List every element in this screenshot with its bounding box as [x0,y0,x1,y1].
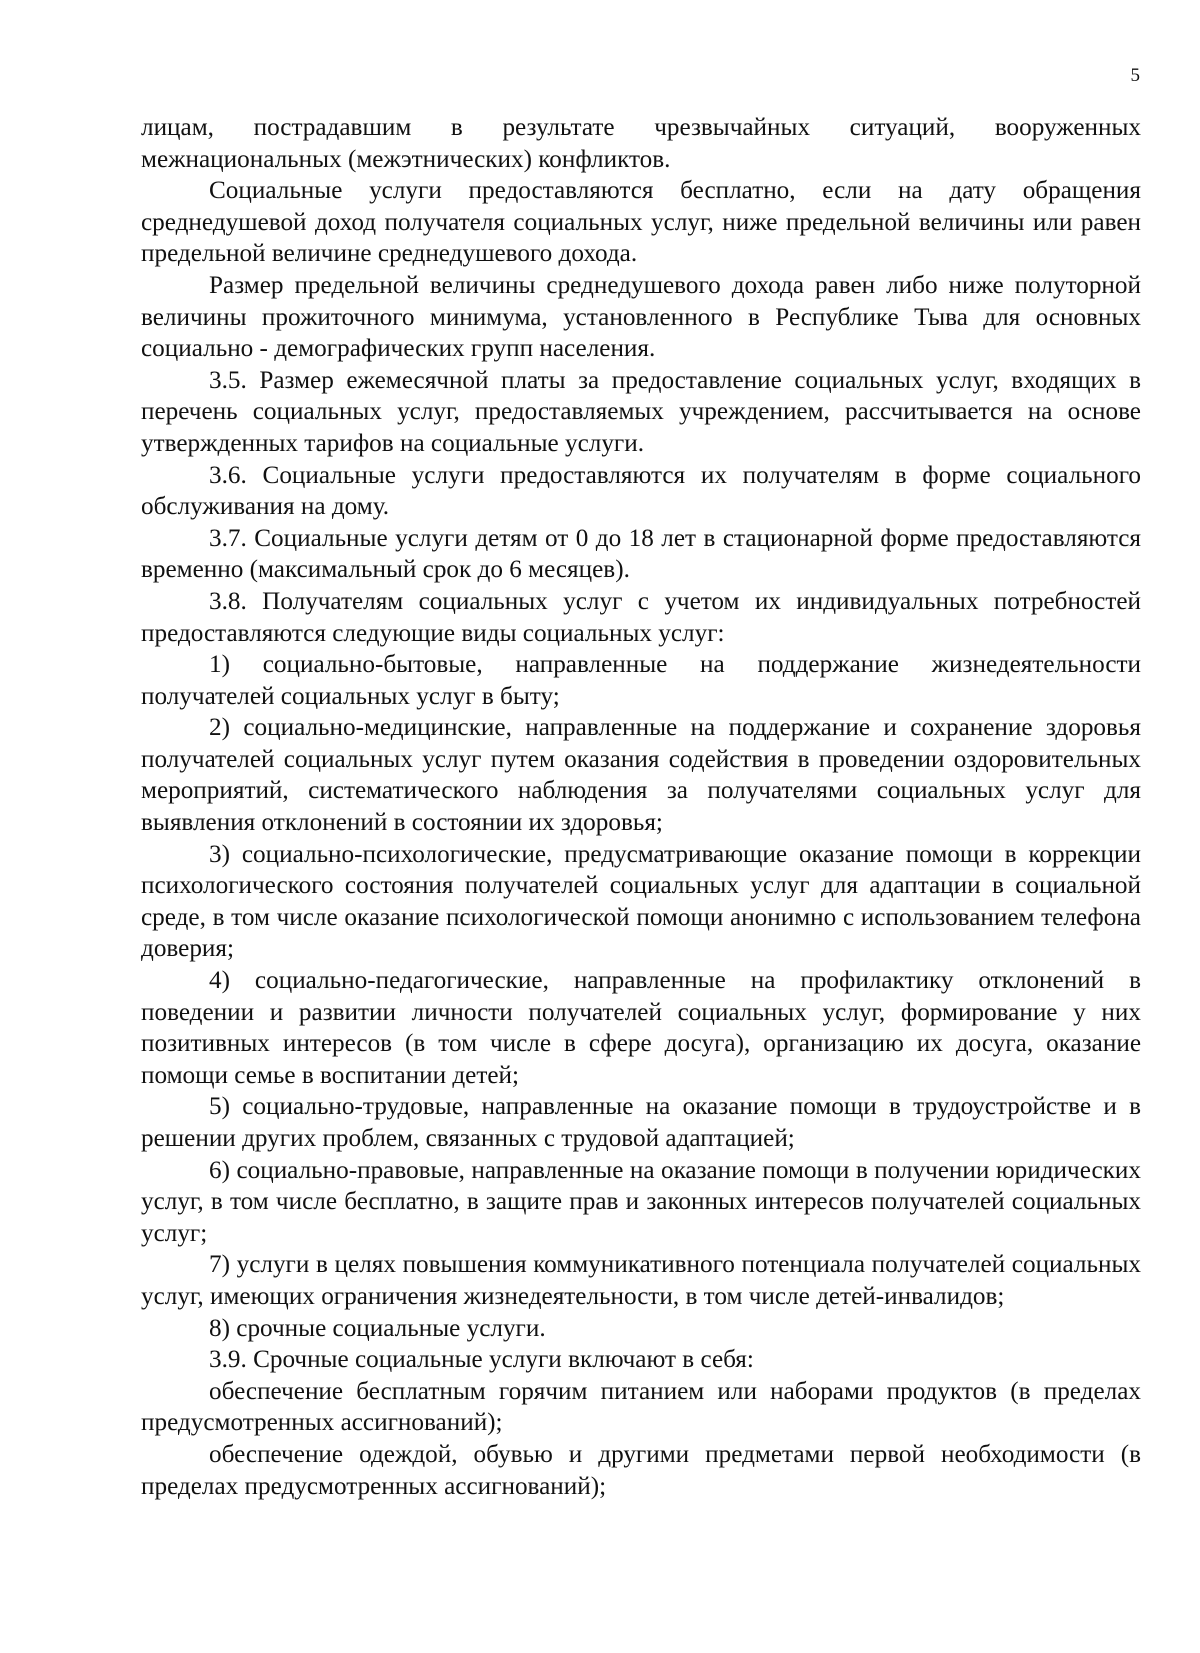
urgent-service-food: обеспечение бесплатным горячим питанием или наборами продуктов (в пределах предусмотренных ассигнований); [141,1377,1141,1437]
list-item-3: 3) социально-психологические, предусматривающие оказание помощи в коррекции психологического состояния получателей социальных услуг для адаптации в социальной среде, в том числе оказание психологической помощи анонимно с использованием телефона доверия; [141,840,1141,963]
clause-3-5: 3.5. Размер ежемесячной платы за предоставление социальных услуг, входящих в перечень социальных услуг, предоставляемых учреждением, рассчитывается на основе утвержденных тарифов на социальные услуги. [141,366,1141,457]
page-number: 5 [1130,65,1140,86]
paragraph-continuation: лицам, пострадавшим в результате чрезвычайных ситуаций, вооруженных межнациональных (межэтнических) конфликтов. [141,114,1141,173]
document-body [141,112,1141,1502]
list-item-7: 7) услуги в целях повышения коммуникативного потенциала получателей социальных услуг, имеющих ограничения жизнедеятельности, в том числе детей-инвалидов; [141,1251,1141,1310]
paragraph-income-limit: Размер предельной величины среднедушевого дохода равен либо ниже полуторной величины прожиточного минимума, установленного в Республике Тыва для основных социально - демографических групп населения. [141,271,1141,363]
list-item-1: 1) социально-бытовые, направленные на поддержание жизнедеятельности получателей социальных услуг в быту; [141,651,1141,710]
list-item-2: 2) социально-медицинские, направленные на поддержание и сохранение здоровья получателей социальных услуг путем оказания содействия в проведении оздоровительных мероприятий, систематического наблюдения за получателями социальных услуг для выявления отклонений в состоянии их здоровья; [141,714,1141,837]
clause-3-8: 3.8. Получателям социальных услуг с учетом их индивидуальных потребностей предоставляются следующие виды социальных услуг: [141,587,1141,647]
urgent-service-clothing: обеспечение одеждой, обувью и другими предметами первой необходимости (в пределах предусмотренных ассигнований); [141,1440,1141,1500]
clause-3-7: 3.7. Социальные услуги детям от 0 до 18 лет в стационарной форме предоставляются временно (максимальный срок до 6 месяцев). [141,524,1141,584]
clause-3-9: 3.9. Срочные социальные услуги включают в себя: [209,1346,754,1374]
paragraph-free-services: Социальные услуги предоставляются бесплатно, если на дату обращения среднедушевой доход получателя социальных услуг, ниже предельной величины или равен предельной величине среднедушевого дохода. [141,177,1141,268]
list-item-5: 5) социально-трудовые, направленные на оказание помощи в трудоустройстве и в решении других проблем, связанных с трудовой адаптацией; [141,1093,1141,1152]
list-item-6: 6) социально-правовые, направленные на оказание помощи в получении юридических услуг, в том числе бесплатно, в защите прав и законных интересов получателей социальных услуг; [141,1156,1141,1247]
list-item-8: 8) срочные социальные услуги. [209,1314,546,1342]
clause-3-6: 3.6. Социальные услуги предоставляются их получателям в форме социального обслуживания на дому. [141,461,1141,521]
list-item-4: 4) социально-педагогические, направленные на профилактику отклонений в поведении и развитии личности получателей социальных услуг, формирование у них позитивных интересов (в том числе в сфере досуга), организацию их досуга, оказание помощи семье в воспитании детей; [141,967,1141,1089]
